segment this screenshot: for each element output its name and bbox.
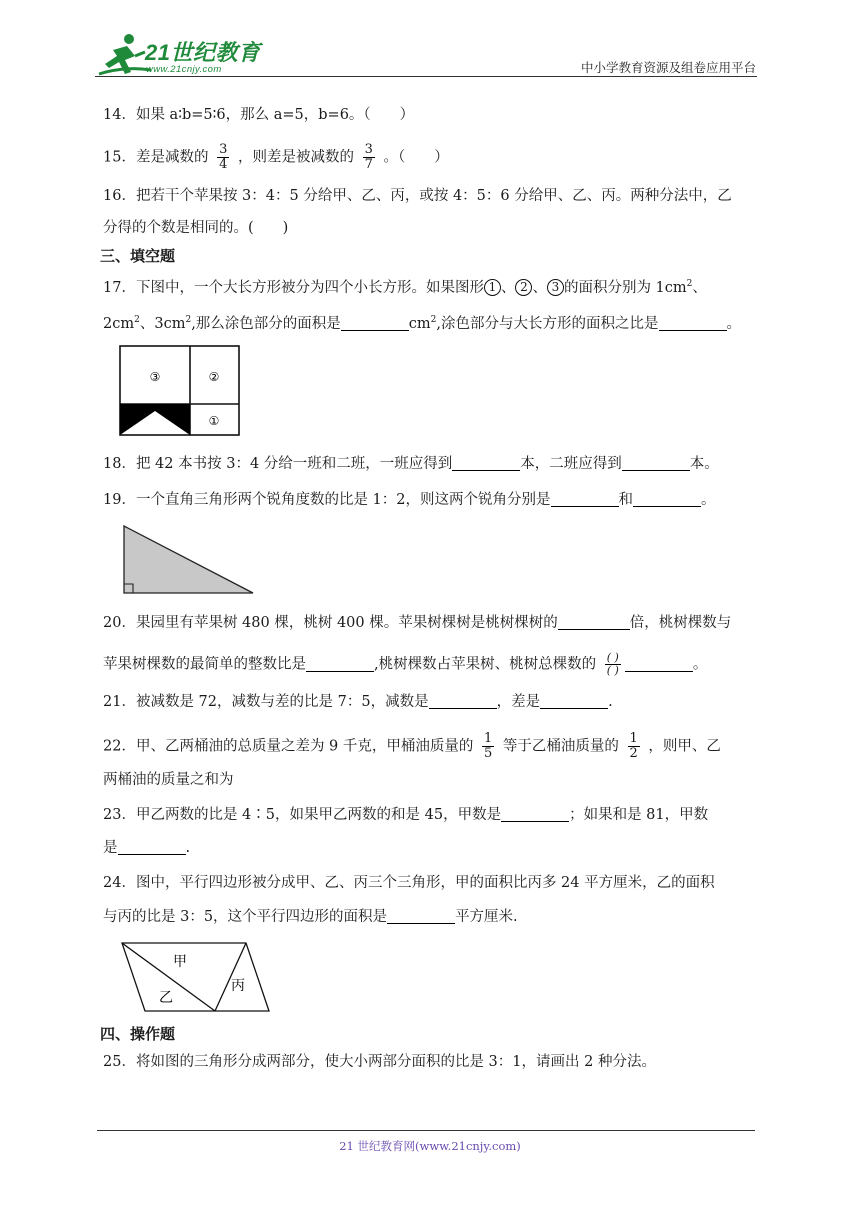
q21-text-a: 21．被减数是 72，减数与差的比是 7：5，减数是 — [103, 694, 429, 710]
q22-fraction-1 — [482, 732, 494, 761]
q18-text-b: 本，二班应得到 — [520, 456, 622, 472]
q21-blank-1[interactable] — [429, 694, 497, 709]
q23-l2-a: 是 — [103, 840, 118, 856]
q23-text-a: 23．甲乙两数的比是 4∶5，如果甲乙两数的和是 45，甲数是 — [103, 807, 502, 823]
q19-text-a: 19．一个直角三角形两个锐角度数的比是 1：2，则这两个锐角分别是 — [103, 492, 551, 508]
q19-text-b: 和 — [618, 492, 634, 508]
q20-paren-num: ( ) — [606, 651, 619, 664]
q15-fraction-2 — [363, 143, 375, 172]
question-16-line-2: 分得的个数是相同的。( ) — [103, 220, 289, 236]
q17-l2-e: ,涂色部分与大长方形的面积之比是 — [436, 315, 659, 332]
q15-text-b: ，则差是被减数的 — [237, 149, 354, 166]
question-22-line-1 — [103, 732, 721, 761]
question-20-line-1 — [103, 613, 731, 633]
question-17-line-1 — [103, 274, 707, 298]
figure-17-rectangles — [119, 345, 241, 437]
fig17-label-3: ③ — [149, 370, 161, 384]
question-20-line-2 — [103, 652, 707, 677]
q15-f1-denominator: 4 — [219, 157, 228, 172]
q20-blank-1[interactable] — [558, 615, 630, 630]
q22-text-b: 等于乙桶油质量的 — [502, 738, 619, 755]
section-fill-in-title: 三、填空题 — [100, 247, 176, 265]
q23-blank-2[interactable] — [118, 840, 186, 855]
fig24-label-jia: 甲 — [173, 954, 187, 970]
q20-blank-2[interactable] — [306, 657, 374, 672]
q15-f1-numerator: 3 — [219, 142, 228, 157]
q17-sup-1: 2 — [686, 279, 693, 289]
header-platform-text: 中小学教育资源及组卷应用平台 — [580, 60, 756, 75]
circled-2: 2 — [515, 279, 532, 296]
question-18 — [103, 454, 719, 474]
q23-l2-b: . — [185, 840, 191, 856]
logo-title: 21世纪教育 — [145, 40, 261, 65]
question-14: 14．如果 a∶b=5∶6，那么 a=5，b=6。（ ） — [103, 107, 415, 123]
fig17-label-1: ① — [208, 414, 220, 428]
footer-divider — [97, 1130, 755, 1131]
q23-blank-1[interactable] — [501, 807, 569, 822]
q17-l2-a: 2cm — [103, 315, 135, 332]
section-operation-title: 四、操作题 — [100, 1025, 176, 1043]
question-15 — [103, 143, 449, 172]
figure-19-right-triangle — [120, 524, 256, 596]
fig17-label-2: ② — [208, 370, 220, 384]
q21-text-c: . — [608, 694, 613, 710]
question-24-line-1: 24．图中，平行四边形被分成甲、乙、丙三个三角形，甲的面积比丙多 24 平方厘米，乙的面积 — [103, 875, 715, 891]
figure-24-parallelogram — [118, 940, 272, 1014]
q17-text-b: 的面积分别为 1cm — [563, 279, 687, 296]
question-22-line-2: 两桶油的质量之和为 — [103, 772, 234, 788]
q17-l2-b: 、3cm — [139, 315, 186, 332]
q20-text-b: 倍，桃树棵数与 — [629, 615, 732, 631]
question-21 — [103, 692, 613, 712]
q17-sep-2: 、 — [532, 279, 547, 296]
question-24-line-2 — [103, 907, 518, 927]
question-16-line-1: 16．把若干个苹果按 3：4：5 分给甲、乙、丙，或按 4：5：6 分给甲、乙、丙。两种分法中，乙 — [103, 188, 732, 204]
q19-blank-2[interactable] — [633, 492, 701, 507]
q20-blank-3[interactable] — [625, 657, 693, 672]
q22-fraction-2 — [628, 732, 640, 761]
q17-l2-c: ,那么涂色部分的面积是 — [191, 315, 341, 332]
q20-paren-den: ( ) — [606, 664, 619, 677]
q22-f2-denominator: 2 — [629, 746, 638, 761]
q20-l2-c: 。 — [692, 656, 708, 673]
q24-blank-1[interactable] — [387, 909, 455, 924]
q19-text-c: 。 — [701, 492, 716, 508]
q15-f2-denominator: 7 — [364, 157, 373, 172]
q20-l2-a: 苹果树棵数的最简单的整数比是 — [103, 656, 306, 673]
q17-sep-1: 、 — [500, 279, 516, 296]
q24-l2-a: 与丙的比是 3：5，这个平行四边形的面积是 — [103, 909, 388, 925]
q17-sup-4: 2 — [430, 315, 437, 325]
q20-text-a: 20．果园里有苹果树 480 棵，桃树 400 棵。苹果树棵树是桃树棵树的 — [103, 615, 558, 631]
q17-blank-2[interactable] — [659, 316, 727, 331]
q18-text-a: 18．把 42 本书按 3：4 分给一班和二班，一班应得到 — [103, 456, 453, 472]
q23-text-b: ；如果和是 81，甲数 — [569, 807, 709, 823]
fig24-label-bing: 丙 — [231, 978, 245, 994]
question-23-line-1 — [103, 805, 708, 825]
q22-f2-numerator: 1 — [629, 731, 638, 746]
q17-blank-1[interactable] — [341, 316, 409, 331]
q22-text-a: 22．甲、乙两桶油的总质量之差为 9 千克，甲桶油质量的 — [103, 738, 474, 755]
q19-blank-1[interactable] — [551, 492, 619, 507]
q15-f2-numerator: 3 — [364, 142, 373, 157]
question-17-line-2 — [103, 310, 741, 334]
q18-blank-2[interactable] — [622, 456, 690, 471]
q17-l2-f: 。 — [726, 315, 742, 332]
question-19 — [103, 490, 716, 510]
q22-text-c: ，则甲、乙 — [648, 738, 721, 755]
fig24-label-yi: 乙 — [159, 990, 173, 1006]
footer-text: 21 世纪教育网(www.21cnjy.com) — [339, 1139, 521, 1153]
q15-text-c: 。（ ） — [383, 149, 449, 166]
circled-1: 1 — [484, 279, 501, 296]
q17-text-c: 、 — [692, 279, 707, 296]
q17-l2-d: cm — [408, 315, 431, 332]
q18-blank-1[interactable] — [452, 456, 520, 471]
q17-text-a: 17．下图中，一个大长方形被分为四个小长方形。如果图形 — [103, 279, 484, 296]
q22-f1-denominator: 5 — [484, 746, 493, 761]
header-divider — [95, 76, 757, 77]
question-23-line-2 — [103, 838, 190, 858]
q17-sup-2: 2 — [134, 315, 140, 325]
q18-text-c: 本。 — [689, 456, 719, 472]
question-25: 25．将如图的三角形分成两部分，使大小两部分面积的比是 3：1，请画出 2 种分法。 — [103, 1054, 656, 1070]
q22-f1-numerator: 1 — [484, 731, 493, 746]
q24-l2-b: 平方厘米. — [455, 909, 518, 925]
logo-url: www.21cnjy.com — [146, 64, 222, 75]
q17-sup-3: 2 — [185, 315, 192, 325]
q21-text-b: ，差是 — [496, 694, 541, 710]
q15-fraction-1 — [217, 143, 229, 172]
q21-blank-2[interactable] — [540, 694, 608, 709]
circled-3: 3 — [547, 279, 564, 296]
q15-text-a: 15．差是减数的 — [103, 149, 209, 166]
q20-paren-fraction — [605, 652, 621, 677]
q20-l2-b: ,桃树棵数占苹果树、桃树总棵数的 — [374, 656, 597, 673]
